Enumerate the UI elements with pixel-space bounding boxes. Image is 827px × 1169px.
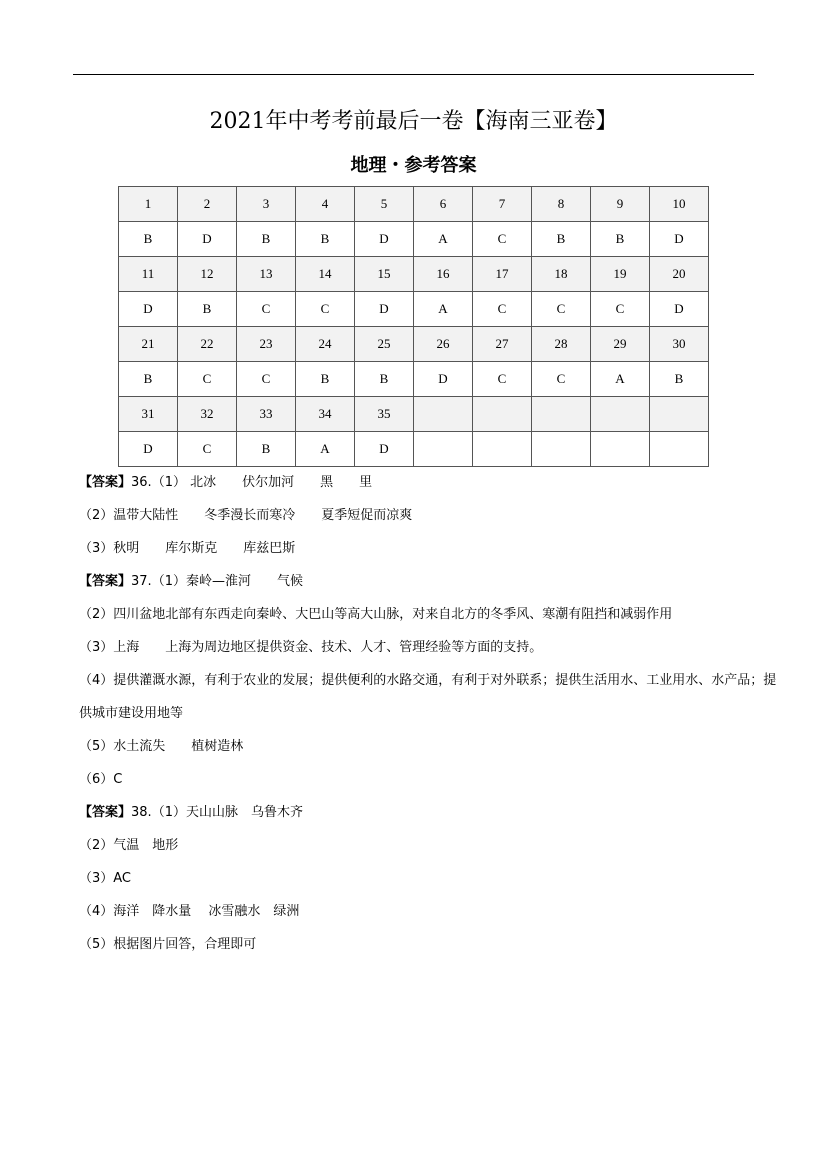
table-cell: 20 (650, 257, 709, 292)
answer-tag: 【答案】 (79, 805, 132, 820)
table-cell: 10 (650, 187, 709, 222)
table-cell: 22 (178, 327, 237, 362)
table-cell: B (591, 222, 650, 257)
table-cell: D (119, 432, 178, 467)
table-cell: 11 (119, 257, 178, 292)
table-cell: C (591, 292, 650, 327)
table-cell: 1 (119, 187, 178, 222)
table-cell: 34 (296, 397, 355, 432)
table-cell: 30 (650, 327, 709, 362)
answer-38-line2: （2）气温 地形 (79, 838, 179, 853)
question-number-row (119, 327, 709, 362)
table-cell: D (355, 222, 414, 257)
answer-section (79, 466, 779, 961)
table-cell: B (119, 362, 178, 397)
table-cell (414, 432, 473, 467)
table-cell: B (532, 222, 591, 257)
table-cell: 6 (414, 187, 473, 222)
table-cell: C (296, 292, 355, 327)
table-cell: A (414, 222, 473, 257)
page-title: 2021年中考考前最后一卷【海南三亚卷】 (209, 109, 618, 134)
table-cell: 26 (414, 327, 473, 362)
table-cell: 7 (473, 187, 532, 222)
table-cell: B (237, 432, 296, 467)
table-cell: 3 (237, 187, 296, 222)
answer-tag: 【答案】 (79, 475, 132, 490)
table-cell: 17 (473, 257, 532, 292)
table-cell: 31 (119, 397, 178, 432)
answer-38-line4: （4）海洋 降水量 冰雪融水 绿洲 (79, 904, 300, 919)
table-cell: 35 (355, 397, 414, 432)
table-cell: A (414, 292, 473, 327)
table-cell: B (178, 292, 237, 327)
table-cell: D (178, 222, 237, 257)
table-cell: 2 (178, 187, 237, 222)
table-cell: C (178, 362, 237, 397)
table-cell: C (532, 292, 591, 327)
table-cell: 27 (473, 327, 532, 362)
table-cell (473, 397, 532, 432)
table-cell: 33 (237, 397, 296, 432)
question-number-row (119, 257, 709, 292)
table-cell: 16 (414, 257, 473, 292)
table-cell: B (296, 222, 355, 257)
table-cell: C (237, 362, 296, 397)
answer-38-line1: 【答案】38.（1）天山山脉 乌鲁木齐 (79, 805, 303, 820)
table-cell (473, 432, 532, 467)
answer-tag: 【答案】 (79, 574, 132, 589)
answer-37-line2: （2）四川盆地北部有东西走向秦岭、大巴山等高大山脉，对来自北方的冬季风、寒潮有阻挡和减弱作用 (79, 607, 673, 622)
answer-37-line4: （4）提供灌溉水源，有利于农业的发展；提供便利的水路交通，有利于对外联系；提供生活用水、工业用水、水产品；提供城市建设用地等 (79, 673, 777, 721)
answer-36-line1: 【答案】36.（1） 北冰 伏尔加河 黑 里 (79, 475, 373, 490)
table-cell: B (296, 362, 355, 397)
table-cell: D (355, 432, 414, 467)
table-cell (532, 432, 591, 467)
table-cell: 15 (355, 257, 414, 292)
table-cell: D (355, 292, 414, 327)
table-cell: A (591, 362, 650, 397)
table-cell (650, 397, 709, 432)
answer-38-line3: （3）AC (79, 871, 132, 886)
table-cell (591, 397, 650, 432)
table-cell: B (355, 362, 414, 397)
table-cell: B (650, 362, 709, 397)
answer-38-line5: （5）根据图片回答，合理即可 (79, 937, 257, 952)
answer-row (119, 292, 709, 327)
table-cell (591, 432, 650, 467)
table-cell: 9 (591, 187, 650, 222)
answer-37-line5: （5）水土流失 植树造林 (79, 739, 244, 754)
table-cell: D (119, 292, 178, 327)
table-cell: 8 (532, 187, 591, 222)
table-cell: C (532, 362, 591, 397)
table-cell: D (414, 362, 473, 397)
table-cell: 23 (237, 327, 296, 362)
table-cell: 28 (532, 327, 591, 362)
table-cell: 25 (355, 327, 414, 362)
header-rule (73, 74, 754, 75)
table-cell (650, 432, 709, 467)
table-cell: 4 (296, 187, 355, 222)
table-cell: C (473, 222, 532, 257)
answer-row (119, 362, 709, 397)
table-cell: 29 (591, 327, 650, 362)
table-cell: 12 (178, 257, 237, 292)
table-cell: D (650, 292, 709, 327)
answer-table (118, 186, 709, 467)
page-subtitle: 地理・参考答案 (350, 155, 477, 176)
answer-36-line2: （2）温带大陆性 冬季漫长而寒冷 夏季短促而凉爽 (79, 508, 413, 523)
answer-row (119, 222, 709, 257)
table-cell: 32 (178, 397, 237, 432)
table-cell: 24 (296, 327, 355, 362)
answer-37-line3: （3）上海 上海为周边地区提供资金、技术、人才、管理经验等方面的支持。 (79, 640, 543, 655)
answer-36-line3: （3）秋明 库尔斯克 库兹巴斯 (79, 541, 296, 556)
table-cell: 19 (591, 257, 650, 292)
table-cell: 18 (532, 257, 591, 292)
table-cell: 5 (355, 187, 414, 222)
table-cell: 13 (237, 257, 296, 292)
question-number-row (119, 397, 709, 432)
table-cell: B (237, 222, 296, 257)
table-cell: 21 (119, 327, 178, 362)
table-cell: C (473, 362, 532, 397)
table-cell (414, 397, 473, 432)
table-cell: 14 (296, 257, 355, 292)
answer-37-line6: （6）C (79, 772, 123, 787)
table-cell: B (119, 222, 178, 257)
answer-37-line1: 【答案】37.（1）秦岭—淮河 气候 (79, 574, 303, 589)
table-cell: D (650, 222, 709, 257)
answer-row (119, 432, 709, 467)
table-cell: C (473, 292, 532, 327)
question-number-row (119, 187, 709, 222)
table-cell: C (178, 432, 237, 467)
table-cell (532, 397, 591, 432)
table-cell: C (237, 292, 296, 327)
table-cell: A (296, 432, 355, 467)
